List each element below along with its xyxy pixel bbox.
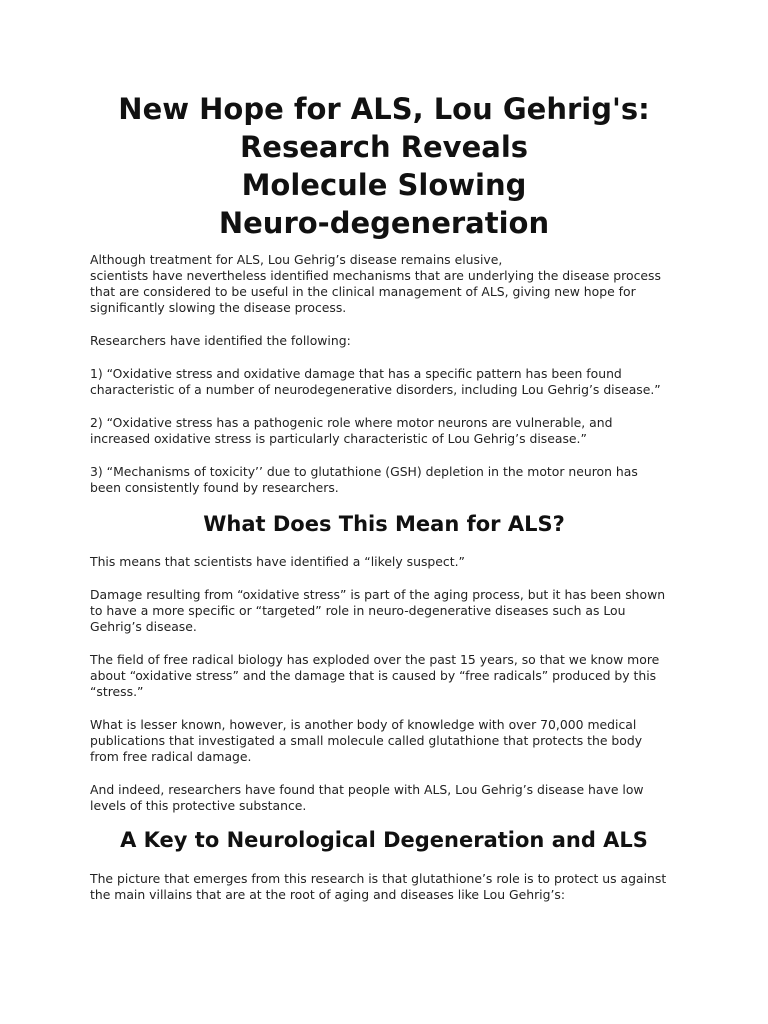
glutathione-paragraph: What is lesser known, however, is another body of knowledge with over 70,000 medical publications that investigated a small molecule called glutathione that protects the body from free radical damage.	[90, 717, 643, 764]
likely-suspect-paragraph: This means that scientists have identified a “likely suspect.”	[90, 554, 465, 569]
title-line-4: Neuro-degeneration	[218, 206, 550, 240]
researchers-lead: Researchers have identified the following:	[90, 333, 351, 348]
free-radical-paragraph: The field of free radical biology has exploded over the past 15 years, so that we know more about “oxidative stress” and the damage that is caused by “free radicals” produced by this “stress.”	[90, 652, 660, 699]
section-key-to-degeneration	[90, 871, 690, 903]
title-line-3: Molecule Slowing	[241, 168, 527, 202]
oxidative-stress-paragraph: Damage resulting from “oxidative stress” is part of the aging process, but it has been shown to have a more specific or “targeted” role in neuro-degenerative diseases such as Lou Gehrig’s disease.	[90, 587, 666, 634]
researchers-list	[90, 333, 690, 496]
title-line-1: New Hope for ALS, Lou Gehrig's:	[118, 92, 650, 126]
title-line-2: Research Reveals	[239, 130, 529, 164]
page-title	[60, 90, 708, 242]
low-levels-paragraph: And indeed, researchers have found that people with ALS, Lou Gehrig’s disease have low levels of this protective substance.	[90, 782, 644, 813]
finding-2: 2) “Oxidative stress has a pathogenic role where motor neurons are vulnerable, and increased oxidative stress is particularly characteristic of Lou Gehrig’s disease.”	[90, 415, 613, 446]
picture-emerges-paragraph: The picture that emerges from this research is that glutathione’s role is to protect us against the main villains that are at the root of aging and diseases like Lou Gehrig’s:	[90, 871, 667, 902]
section-heading-what-does-this-mean: What Does This Mean for ALS?	[203, 512, 565, 536]
section-intro	[90, 252, 690, 316]
section-what-does-this-mean	[90, 554, 690, 814]
finding-1: 1) “Oxidative stress and oxidative damage that has a specific pattern has been found characteristic of a number of neurodegenerative disorders, including Lou Gehrig’s disease.”	[90, 366, 661, 397]
finding-3: 3) “Mechanisms of toxicity’’ due to glutathione (GSH) depletion in the motor neuron has been consistently found by researchers.	[90, 464, 638, 495]
section-heading-key-to-degeneration: A Key to Neurological Degeneration and ALS	[120, 828, 648, 852]
intro-paragraph: Although treatment for ALS, Lou Gehrig’s disease remains elusive, scientists have nevertheless identified mechanisms that are underlying the disease process that are considered to be useful in the clinical management of ALS, giving new hope for significantly slowing the disease process.	[90, 252, 661, 315]
